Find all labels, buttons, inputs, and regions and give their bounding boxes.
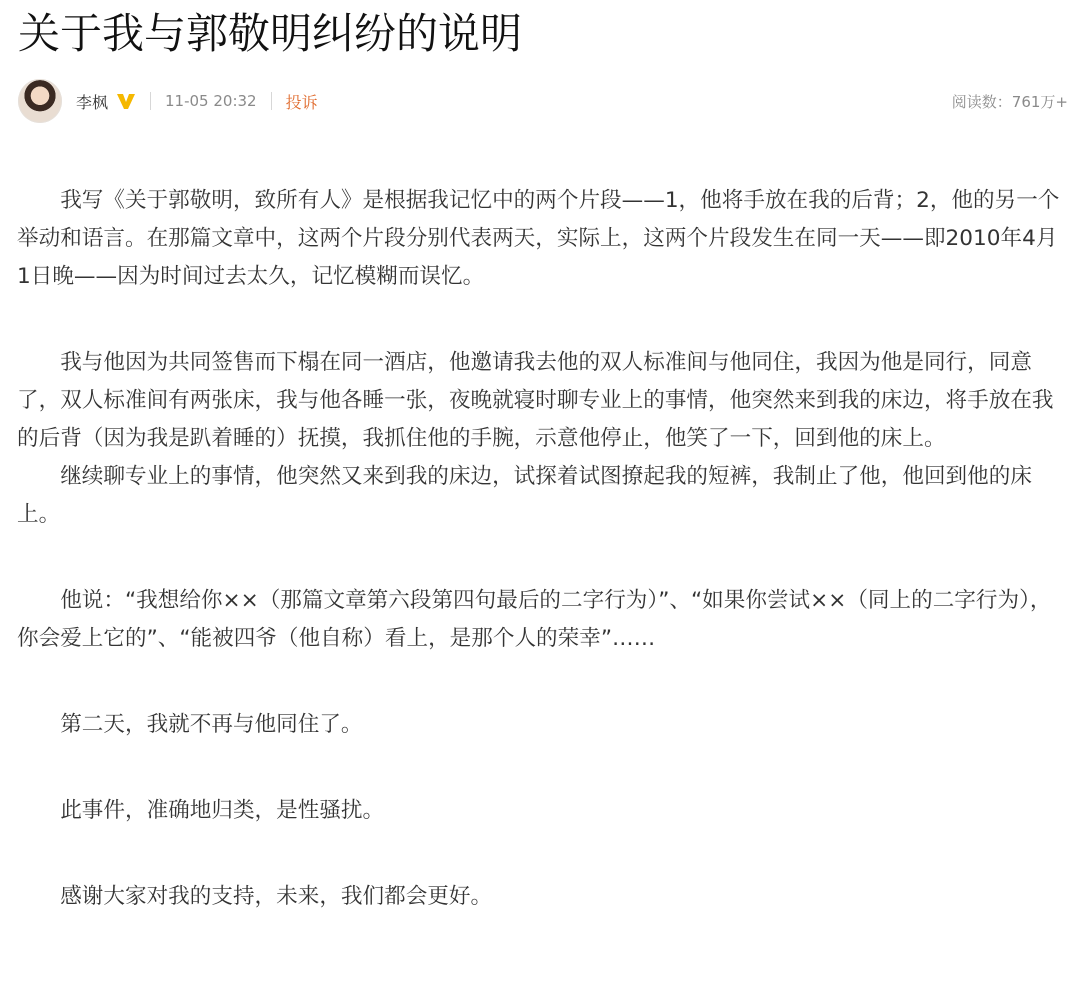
- divider: [271, 92, 272, 110]
- post-date: 11-05 20:32: [165, 92, 257, 110]
- article-body: [17, 182, 1061, 916]
- paragraph: 此事件，准确地归类，是性骚扰。: [60, 798, 385, 823]
- paragraph: 他说：“我想给你××（那篇文章第六段第四句最后的二字行为）”、“如果你尝试××（同上的二字行为），你会爱上它的”、“能被四爷（他自称）看上，是那个人的荣幸”……: [17, 588, 1052, 651]
- article-title: 关于我与郭敬明纠纷的说明: [18, 9, 523, 58]
- read-count: 阅读数：761万+: [951, 92, 1068, 111]
- avatar[interactable]: [18, 79, 62, 123]
- report-link[interactable]: 投诉: [285, 92, 318, 112]
- paragraph: 第二天，我就不再与他同住了。: [60, 712, 363, 737]
- verified-v-icon: [116, 92, 136, 110]
- paragraph: 感谢大家对我的支持，未来，我们都会更好。: [60, 884, 493, 909]
- author-name[interactable]: 李枫: [76, 92, 109, 112]
- paragraph: 我与他因为共同签售而下榻在同一酒店，他邀请我去他的双人标准间与他同住，我因为他是同行，同意了，双人标准间有两张床，我与他各睡一张，夜晚就寝时聊专业上的事情，他突然来到我的床边，将手放在我的后背（因为我是趴着睡的）抚摸，我抓住他的手腕，示意他停止，他笑了一下，回到他的床上。: [17, 350, 1054, 451]
- divider: [150, 92, 151, 110]
- article-meta: [18, 78, 1068, 124]
- paragraph: 继续聊专业上的事情，他突然又来到我的床边，试探着试图撩起我的短裤，我制止了他，他回到他的床上。: [17, 464, 1032, 527]
- paragraph: 我写《关于郭敬明，致所有人》是根据我记忆中的两个片段——1，他将手放在我的后背；2，他的另一个举动和语言。在那篇文章中，这两个片段分别代表两天，实际上，这两个片段发生在同一天——即2010年4月1日晚——因为时间过去太久，记忆模糊而误忆。: [17, 188, 1060, 289]
